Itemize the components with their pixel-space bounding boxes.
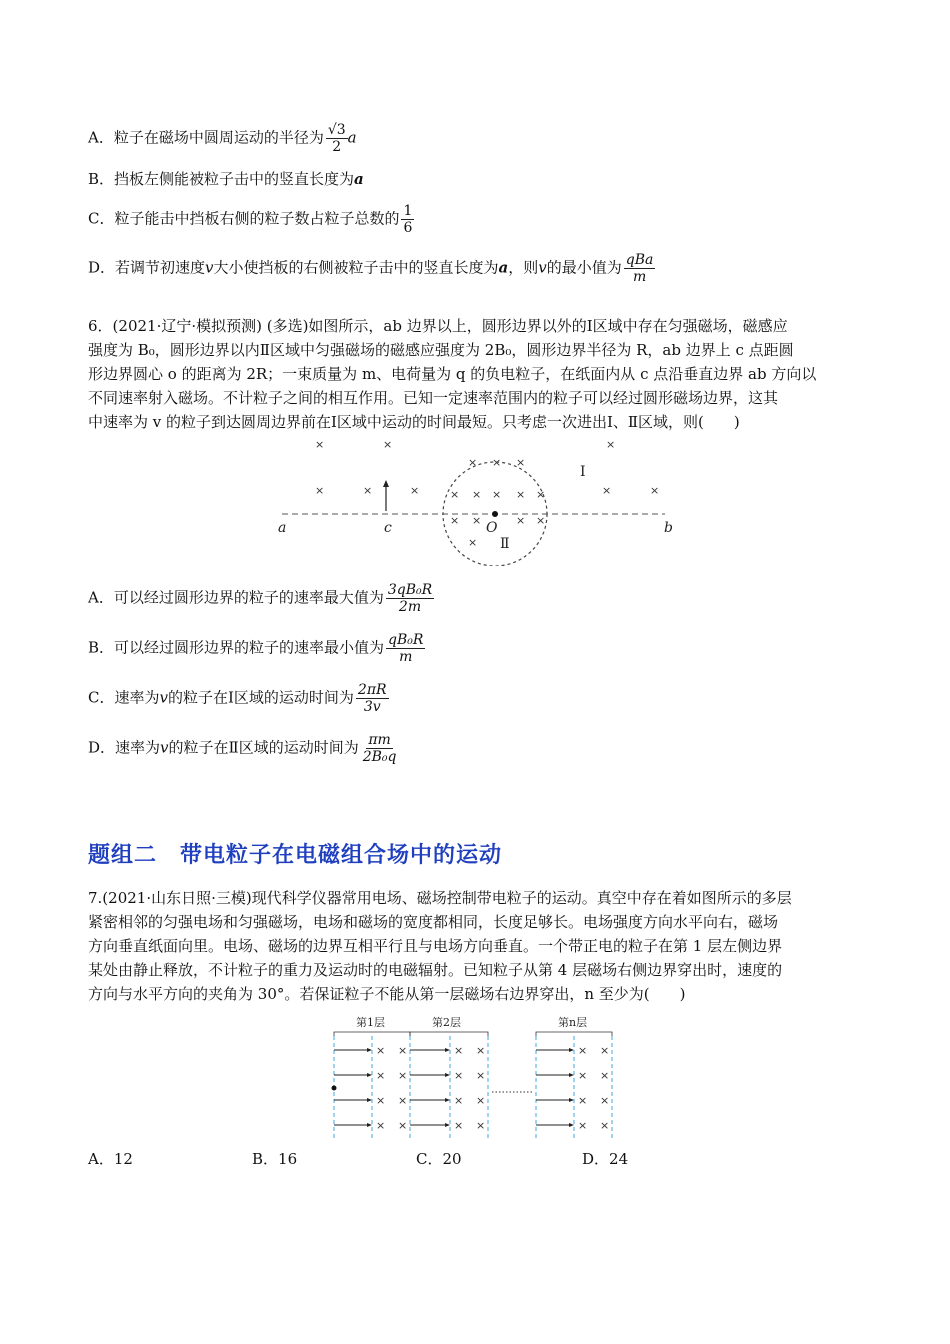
- q7-stem: [88, 886, 868, 1006]
- stem-line: 紧密相邻的匀强电场和匀强磁场，电场和磁场的宽度都相同，长度足够长。电场强度方向水平向右，磁场: [88, 913, 779, 931]
- cross-mark: ×: [472, 488, 482, 501]
- stem-line: 方向与水平方向的夹角为 30°。若保证粒子不能从第一层磁场右边界穿出，n 至少为( ): [88, 985, 686, 1003]
- q6-option-b: [88, 632, 425, 665]
- option-c: C．20: [416, 1150, 462, 1168]
- layer-brackets: [334, 1032, 612, 1036]
- option-text: B．挡板左侧能被粒子击中的竖直长度为: [88, 170, 355, 188]
- svg-text:×: ×: [600, 1044, 610, 1057]
- svg-text:×: ×: [454, 1119, 464, 1132]
- svg-text:×: ×: [454, 1069, 464, 1082]
- q6-option-d: [88, 732, 399, 765]
- svg-text:×: ×: [398, 1119, 408, 1132]
- layer-2-label: 第2层: [432, 1016, 461, 1029]
- option-text: C．速率为: [88, 688, 160, 707]
- cross-mark: ×: [315, 438, 325, 451]
- fraction-denominator: 6: [403, 220, 413, 236]
- svg-text:×: ×: [376, 1094, 386, 1107]
- fraction-numerator: qB₀R: [388, 632, 424, 648]
- svg-text:×: ×: [578, 1119, 588, 1132]
- option-text: 的粒子在Ⅱ区域的运动时间为: [168, 738, 359, 757]
- layer-n-label: 第n层: [558, 1016, 588, 1029]
- cross-mark: ×: [492, 488, 502, 501]
- label-o: O: [486, 520, 498, 536]
- option-d: D．24: [582, 1150, 629, 1168]
- cross-mark: ×: [650, 484, 660, 497]
- svg-text:×: ×: [398, 1044, 408, 1057]
- variable: v: [159, 688, 168, 707]
- variable: a: [347, 128, 357, 147]
- fraction-denominator: 2B₀q: [362, 749, 397, 765]
- fraction: [386, 582, 434, 615]
- fraction-numerator: qBa: [625, 252, 654, 268]
- fraction: [401, 203, 414, 236]
- cross-mark: ×: [383, 438, 393, 451]
- svg-text:×: ×: [398, 1094, 408, 1107]
- fraction-denominator: 3v: [363, 699, 381, 715]
- svg-text:×: ×: [476, 1069, 486, 1082]
- cross-mark: ×: [606, 438, 616, 451]
- cross-mark: ×: [315, 484, 325, 497]
- cross-mark: ×: [410, 484, 420, 497]
- cross-mark: ×: [472, 514, 482, 527]
- svg-text:×: ×: [376, 1044, 386, 1057]
- svg-text:×: ×: [600, 1094, 610, 1107]
- cross-mark: ×: [492, 456, 502, 469]
- svg-text:×: ×: [476, 1094, 486, 1107]
- cross-mark: ×: [536, 514, 546, 527]
- option-text: A．粒子在磁场中圆周运动的半径为: [88, 128, 324, 147]
- fraction-denominator: 2: [332, 139, 342, 155]
- svg-text:×: ×: [454, 1094, 464, 1107]
- variable: a: [498, 258, 509, 277]
- svg-text:×: ×: [476, 1044, 486, 1057]
- region-ii-label: Ⅱ: [500, 536, 510, 552]
- region-i-label: Ⅰ: [580, 464, 586, 480]
- q7-options: [88, 1148, 788, 1170]
- q5-option-d: [88, 252, 655, 285]
- label-c: c: [384, 520, 392, 536]
- cross-mark: ×: [602, 484, 612, 497]
- option-text: D．若调节初速度: [88, 258, 206, 277]
- variable: a: [354, 170, 364, 188]
- svg-text:×: ×: [376, 1069, 386, 1082]
- stem-line: 7.(2021·山东日照·三模)现代科学仪器常用电场、磁场控制带电粒子的运动。真空中存在着如图所示的多层: [88, 889, 792, 907]
- q7-figure: [326, 1012, 626, 1140]
- variable: v: [538, 258, 547, 277]
- svg-text:×: ×: [578, 1094, 588, 1107]
- fraction-numerator: 2πR: [357, 682, 387, 698]
- layer-1-label: 第1层: [356, 1016, 385, 1029]
- option-text: 的最小值为: [546, 258, 622, 277]
- q6-option-a: [88, 582, 434, 615]
- option-text: D．速率为: [88, 738, 161, 757]
- fraction-numerator: √3: [327, 122, 346, 138]
- fraction: [326, 122, 348, 155]
- fraction: [624, 252, 656, 285]
- q6-stem: [88, 314, 868, 434]
- label-b: b: [664, 520, 673, 536]
- variable: v: [160, 738, 169, 757]
- label-a: a: [278, 520, 287, 536]
- cross-mark: ×: [516, 456, 526, 469]
- option-text: A．可以经过圆形边界的粒子的速率最大值为: [88, 588, 384, 607]
- cross-mark: ×: [363, 484, 373, 497]
- cross-mark: ×: [468, 536, 478, 549]
- q5-option-c: [88, 203, 414, 236]
- q6-option-c: [88, 682, 389, 715]
- svg-text:×: ×: [578, 1069, 588, 1082]
- stem-line: 形边界圆心 o 的距离为 2R；一束质量为 m、电荷量为 q 的负电粒子，在纸面内从 c 点沿垂直边界 ab 方向以: [88, 365, 817, 383]
- fraction: [361, 732, 399, 765]
- fraction-denominator: m: [632, 269, 647, 285]
- arrow-head-icon: [383, 480, 389, 487]
- svg-text:×: ×: [398, 1069, 408, 1082]
- stem-line: 不同速率射入磁场。不计粒子之间的相互作用。已知一定速率范围内的粒子可以经过圆形磁场边界，这其: [88, 389, 779, 407]
- fraction-denominator: m: [399, 649, 413, 665]
- option-text: 大小使挡板的右侧被粒子击中的竖直长度为: [213, 258, 499, 277]
- arrow-head-icon: [367, 1048, 574, 1127]
- particle-dot: [332, 1086, 337, 1091]
- cross-mark: ×: [516, 514, 526, 527]
- svg-text:×: ×: [454, 1044, 464, 1057]
- stem-line: 中速率为 v 的粒子到达圆周边界前在Ⅰ区域中运动的时间最短。只考虑一次进出Ⅰ、Ⅱ区域，则( ): [88, 413, 740, 431]
- svg-text:×: ×: [600, 1119, 610, 1132]
- fraction: [356, 682, 389, 715]
- fraction: [386, 632, 425, 665]
- fraction-numerator: 1: [403, 203, 413, 219]
- fraction-numerator: πm: [368, 732, 391, 748]
- q5-option-b: [88, 168, 364, 190]
- option-text: ，则: [508, 258, 539, 277]
- svg-text:×: ×: [476, 1119, 486, 1132]
- stem-line: 6．(2021·辽宁·模拟预测) (多选)如图所示，ab 边界以上，圆形边界以外的Ⅰ区域中存在匀强磁场，磁感应: [88, 317, 788, 335]
- fraction-numerator: 3qB₀R: [387, 582, 433, 598]
- stem-line: 某处由静止释放，不计粒子的重力及运动时的电磁辐射。已知粒子从第 4 层磁场右侧边界穿出时，速度的: [88, 961, 783, 979]
- stem-line: 方向垂直纸面向里。电场、磁场的边界互相平行且与电场方向垂直。一个带正电的粒子在第 1 层左侧边界: [88, 937, 783, 955]
- svg-text:×: ×: [578, 1044, 588, 1057]
- option-text: B．可以经过圆形边界的粒子的速率最小值为: [88, 638, 385, 657]
- section-heading: 题组二 带电粒子在电磁组合场中的运动: [88, 843, 503, 868]
- svg-text:×: ×: [376, 1119, 386, 1132]
- cross-mark: ×: [516, 488, 526, 501]
- option-text: C．粒子能击中挡板右侧的粒子数占粒子总数的: [88, 209, 400, 228]
- variable: v: [205, 258, 214, 277]
- svg-text:×: ×: [600, 1069, 610, 1082]
- fraction-denominator: 2m: [398, 599, 422, 615]
- stem-line: 强度为 B₀，圆形边界以内Ⅱ区域中匀强磁场的磁感应强度为 2B₀，圆形边界半径为 R，ab 边界上 c 点距圆: [88, 341, 794, 359]
- cross-mark: ×: [450, 514, 460, 527]
- cross-mark: ×: [468, 456, 478, 469]
- option-a: A．12: [88, 1150, 133, 1168]
- option-text: 的粒子在Ⅰ区域的运动时间为: [167, 688, 354, 707]
- center-dot: [492, 511, 498, 517]
- cross-mark: ×: [536, 488, 546, 501]
- q6-figure: [270, 436, 690, 566]
- option-b: B．16: [252, 1150, 298, 1168]
- cross-mark: ×: [450, 488, 460, 501]
- q5-option-a: [88, 122, 357, 155]
